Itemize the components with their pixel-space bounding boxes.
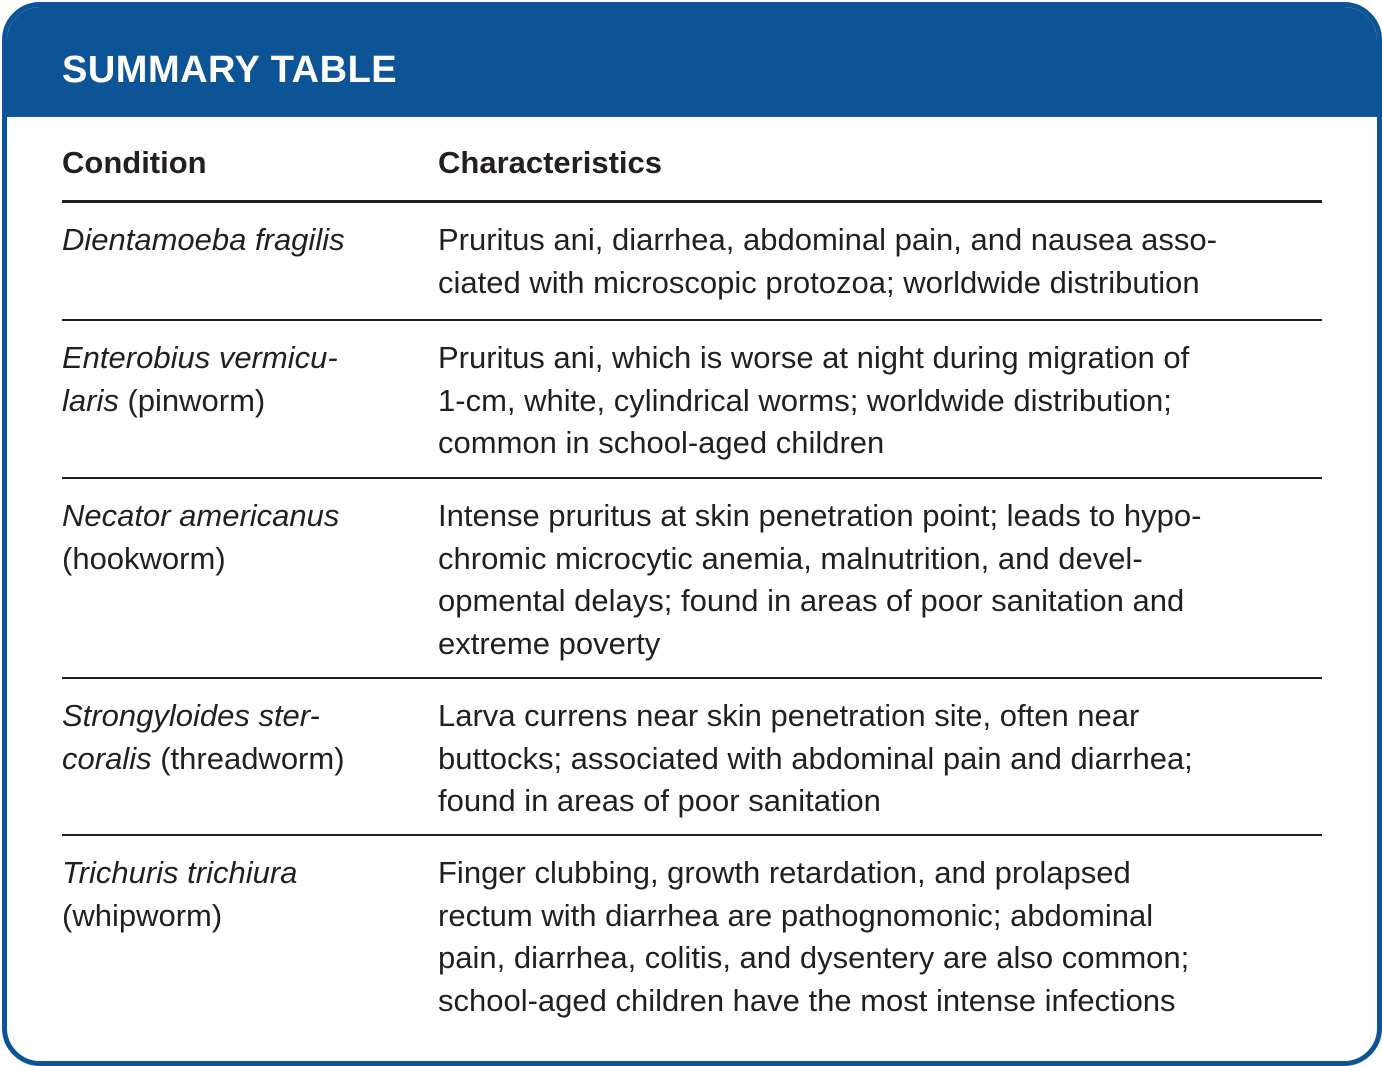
characteristics-cell: Larva currens near skin penetration site, often near buttocks; associated with abdominal pain and diarrhea; found in areas of poor sanitation [438,698,1193,818]
characteristics-cell: Intense pruritus at skin penetration point; leads to hypo- chromic microcytic anemia, malnutrition, and devel- opmental delays; found in areas of poor sanitation and extreme poverty [438,498,1202,661]
condition-common-name: (threadworm) [151,740,345,776]
panel-title: SUMMARY TABLE [62,49,398,91]
condition-name: Enterobius vermicu- laris [62,340,338,418]
summary-table [62,143,1322,1036]
table-row [62,479,1322,679]
condition-name: Dientamoeba fragilis [62,222,345,257]
table-row [62,321,1322,479]
table-header-row [62,143,1322,203]
condition-cell [62,852,438,1036]
condition-cell [62,337,438,477]
characteristics-cell: Pruritus ani, which is worse at night during migration of 1-cm, white, cylindrical worms; worldwide distribution; common in school-aged children [438,340,1190,460]
condition-common-name: (hookworm) [62,540,226,576]
table-row [62,203,1322,321]
column-header-characteristics: Characteristics [438,145,663,180]
summary-table-panel [2,2,1382,1066]
condition-common-name: (pinworm) [118,382,266,418]
table-row [62,679,1322,836]
condition-cell [62,495,438,677]
panel-header [7,7,1377,117]
characteristics-cell: Finger clubbing, growth retardation, and prolapsed rectum with diarrhea are pathognomonic; abdominal pain, diarrhea, colitis, and dysentery are also common; school-aged children have the most intense infections [438,855,1190,1018]
table-row [62,836,1322,1036]
condition-name: Necator americanus [62,498,340,533]
condition-name: Strongyloides ster- coralis [62,698,320,776]
condition-common-name: (whipworm) [62,897,223,933]
condition-cell [62,219,438,319]
column-header-condition: Condition [62,145,207,180]
condition-cell [62,695,438,834]
characteristics-cell: Pruritus ani, diarrhea, abdominal pain, and nausea asso- ciated with microscopic protozoa; worldwide distribution [438,222,1217,300]
condition-name: Trichuris trichiura [62,855,298,890]
